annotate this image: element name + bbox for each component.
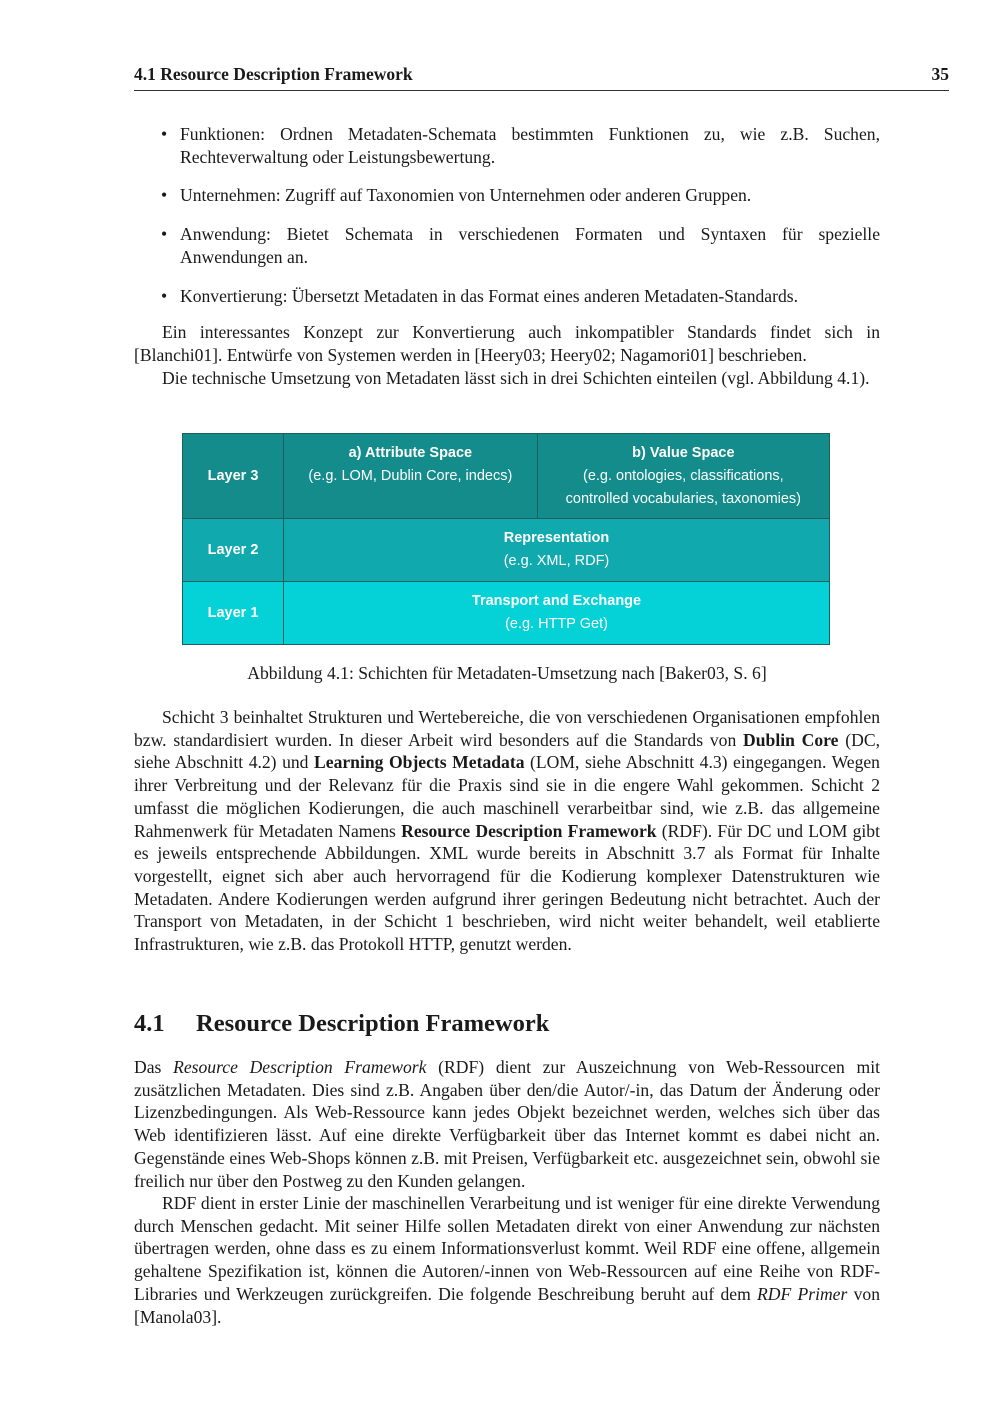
list-item: • Konvertierung: Übersetzt Metadaten in das Format eines anderen Metadaten-Standards.: [161, 285, 799, 306]
layer-1-label: Layer 1: [183, 582, 284, 645]
header-section-title: 4.1 Resource Description Framework: [134, 64, 413, 84]
layer-1-row: [183, 582, 830, 645]
value-space-desc-1: (e.g. ontologies, classifications,: [583, 467, 784, 484]
value-space-desc-2: controlled vocabularies, taxonomies): [565, 490, 802, 507]
representation-cell: [284, 519, 830, 582]
bullet-list: [134, 123, 880, 323]
attribute-space-cell: [284, 434, 538, 519]
section-heading: 4.1 Resource Description Framework: [134, 1010, 550, 1037]
list-item: • Funktionen: Ordnen Metadaten-Schemata bestimmten Funktionen zu, wie z.B. Suchen, Rechteverwaltung oder Leistungsbewertung.: [161, 124, 880, 167]
transport-cell: [284, 582, 830, 645]
layer-2-label: Layer 2: [183, 519, 284, 582]
layer-3-row: [183, 434, 830, 519]
list-item: • Anwendung: Bietet Schemata in verschiedenen Formaten und Syntaxen für spezielle Anwendungen an.: [161, 224, 880, 267]
paragraph-rdf-usage: RDF dient in erster Linie der maschinellen Verarbeitung und ist weniger für eine direkte Verwendung durch Menschen gedacht. Mit seiner Hilfe sollen Metadaten direkt von einer Anwendung zur nächsten übertragen werden, ohne dass es zu einem Informationsverlust kommt. Weil RDF eine offene, allgemein gehaltene Spezifikation ist, können die Autoren/-innen von Web-Ressourcen auf eine Reihe von RDF-Libraries und Werkzeugen zurückgreifen. Die folgende Beschreibung beruht auf dem RDF Primer von [Manola03].: [134, 1193, 880, 1327]
attribute-space-desc: (e.g. LOM, Dublin Core, indecs): [308, 467, 513, 484]
value-space-cell: [537, 434, 829, 519]
running-header: [134, 64, 949, 91]
transport-title: Transport and Exchange: [471, 593, 642, 609]
attribute-space-title: a) Attribute Space: [348, 444, 473, 461]
figure-caption: Abbildung 4.1: Schichten für Metadaten-Umsetzung nach [Baker03, S. 6]: [247, 663, 767, 683]
figure-metadata-layers: [182, 433, 830, 645]
paragraph-konvertierung: Ein interessantes Konzept zur Konvertierung auch inkompatibler Standards findet sich in [Blanchi01]. Entwürfe von Systemen werden in [Heery03; Heery02; Nagamori01] beschrieben.: [134, 322, 880, 365]
paragraph-rdf-intro: Das Resource Description Framework (RDF) dient zur Auszeichnung von Web-Ressourcen mit zusätzlichen Metadaten. Dies sind z.B. Angaben über den/die Autor/-in, das Datum der Änderung oder Lizenzbedingungen. Als Web-Ressource kann jedes Objekt bezeichnet werden, welches sich über das Web identifizieren lässt. Auf eine direkte Verfügbarkeit über das Internet kommt es dabei nicht an. Gegenstände eines Web-Shops können z.B. mit Preisen, Verfügbarkeit etc. ausgezeichnet sein, obwohl sie freilich nur über den Postweg zu den Kunden gelangen.: [134, 1057, 880, 1191]
representation-title: Representation: [503, 530, 610, 546]
list-item: • Unternehmen: Zugriff auf Taxonomien von Unternehmen oder anderen Gruppen.: [161, 185, 752, 206]
representation-desc: (e.g. XML, RDF): [503, 553, 610, 569]
transport-desc: (e.g. HTTP Get): [505, 616, 608, 632]
paragraph-schicht-3: Schicht 3 beinhaltet Strukturen und Wertebereiche, die von verschiedenen Organisationen empfohlen bzw. standardisiert wurden. In dieser Arbeit wird besonders auf die Standards von Dublin Core (DC, siehe Abschnitt 4.2) und Learning Objects Metadata (LOM, siehe Abschnitt 4.3) eingegangen. Wegen ihrer Verbreitung und der Relevanz für die Praxis sind sie in die engere Wahl gekommen. Schicht 2 umfasst die möglichen Kodierungen, die auch maschinell verarbeitbar sind, wie z.B. das allgemeine Rahmenwerk für Metadaten Namens Resource Description Framework (RDF). Für DC und LOM gibt es jeweils entsprechende Abbildungen. XML wurde bereits in Abschnitt 3.7 als Format für Inhalte vorgestellt, eignet sich aber auch hervorragend für die Kodierung komplexer Datenstrukturen wie Metadaten. Andere Kodierungen werden aufgrund ihrer geringen Bedeutung nicht betrachtet. Auch der Transport von Metadaten, in der Schicht 1 beschrieben, wird nicht weiter behandelt, weil etablierte Infrastrukturen, wie z.B. das Protokoll HTTP, genutzt werden.: [134, 707, 880, 955]
layer-3-label: Layer 3: [183, 434, 284, 519]
layer-2-row: [183, 519, 830, 582]
page-number: 35: [931, 64, 949, 84]
paragraph-schichten-intro: Die technische Umsetzung von Metadaten lässt sich in drei Schichten einteilen (vgl. Abbildung 4.1).: [162, 368, 870, 388]
layer-diagram: [182, 433, 830, 645]
value-space-title: b) Value Space: [632, 444, 735, 461]
